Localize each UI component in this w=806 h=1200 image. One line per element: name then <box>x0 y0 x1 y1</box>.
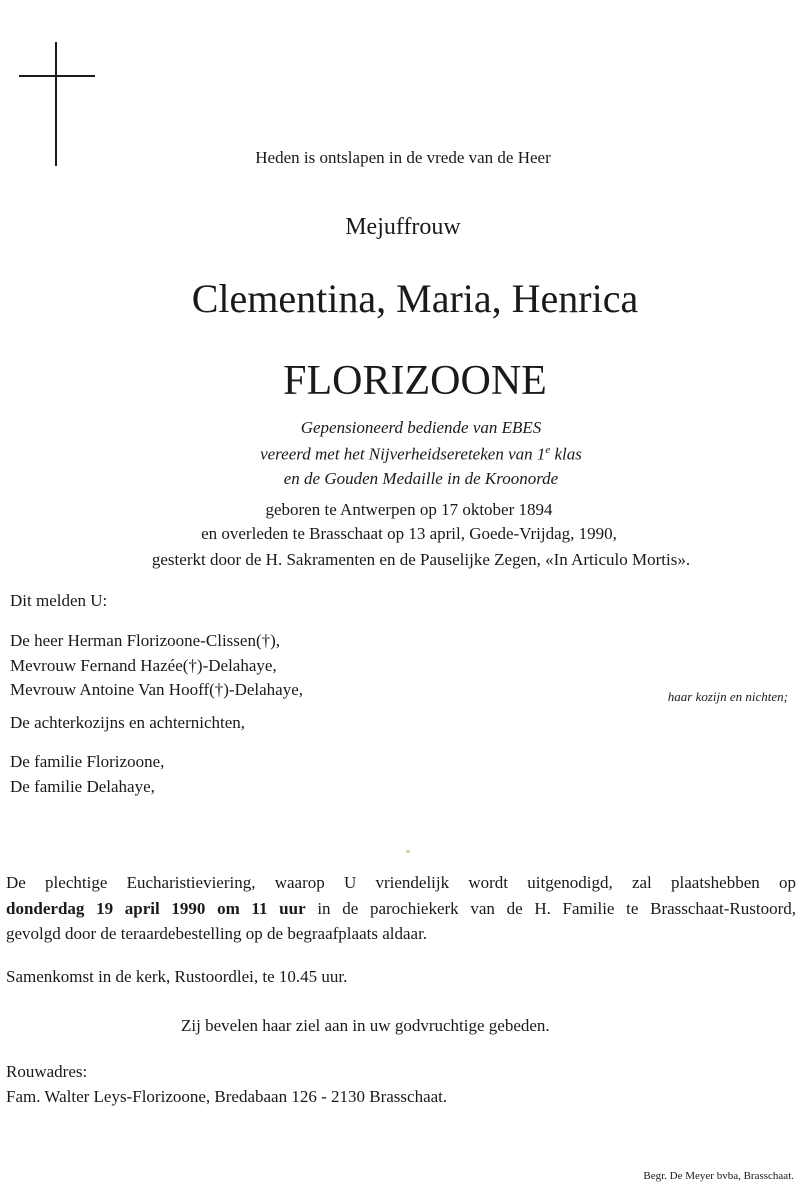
paper-speck <box>406 850 410 853</box>
service-date-time: donderdag 19 april 1990 om 11 uur <box>6 899 306 918</box>
cross-horizontal-bar <box>19 75 95 77</box>
prayer-line: Zij bevelen haar ziel aan in uw godvruchtige gebeden. <box>181 1016 550 1035</box>
address-label: Rouwadres: <box>6 1062 88 1081</box>
mourners-heading: Dit melden U: <box>10 591 108 610</box>
honor-line-3: en de Gouden Medaille in de Kroonorde <box>283 469 559 488</box>
honor-line-2-before: vereerd met het Nijverheidsereteken van 1 <box>260 444 546 464</box>
birth-line: geboren te Antwerpen op 17 oktober 1894 <box>265 500 553 519</box>
title-word: Mejuffrouw <box>345 214 461 240</box>
relative-1: De heer Herman Florizoone-Clissen(†), <box>10 631 281 650</box>
surname: FLORIZOONE <box>283 358 547 404</box>
given-names: Clementina, Maria, Henrica <box>191 276 639 321</box>
gathering-line: Samenkomst in de kerk, Rustoordlei, te 10.45 uur. <box>6 967 348 986</box>
family-1: De familie Florizoone, <box>10 752 165 771</box>
honor-line-1: Gepensioneerd bediende van EBES <box>300 418 542 437</box>
intro-line: Heden is ontslapen in de vrede van de Heer <box>255 148 551 167</box>
family-2: De familie Delahaye, <box>10 777 155 796</box>
address-value: Fam. Walter Leys-Florizoone, Bredabaan 126 - 2130 Brasschaat. <box>6 1087 448 1106</box>
service-line-1: De plechtige Eucharistieviering, waarop U vriendelijk wordt uitgenodigd, zal plaatshebben op <box>6 873 796 892</box>
service-location: in de parochiekerk van de H. Familie te Brasschaat-Rustoord, <box>305 899 796 918</box>
death-line: en overleden te Brasschaat op 13 april, Goede-Vrijdag, 1990, <box>201 524 617 543</box>
relation-note: haar kozijn en nichten; <box>667 689 788 704</box>
sacraments-line: gesterkt door de H. Sakramenten en de Pauselijke Zegen, «In Articulo Mortis». <box>151 550 691 569</box>
second-cousins: De achterkozijns en achternichten, <box>10 713 246 732</box>
honor-line-2-sup: e <box>545 444 551 456</box>
service-line-3: gevolgd door de teraardebestelling op de begraafplaats aldaar. <box>6 924 428 943</box>
relative-2: Mevrouw Fernand Hazée(†)-Delahaye, <box>10 656 277 675</box>
honor-line-2 <box>18 444 806 465</box>
relative-3: Mevrouw Antoine Van Hooff(†)-Delahaye, <box>10 680 304 699</box>
honor-line-2-after: klas <box>550 444 582 464</box>
printer-credit: Begr. De Meyer bvba, Brasschaat. <box>643 1170 794 1182</box>
service-line-2 <box>6 899 796 919</box>
